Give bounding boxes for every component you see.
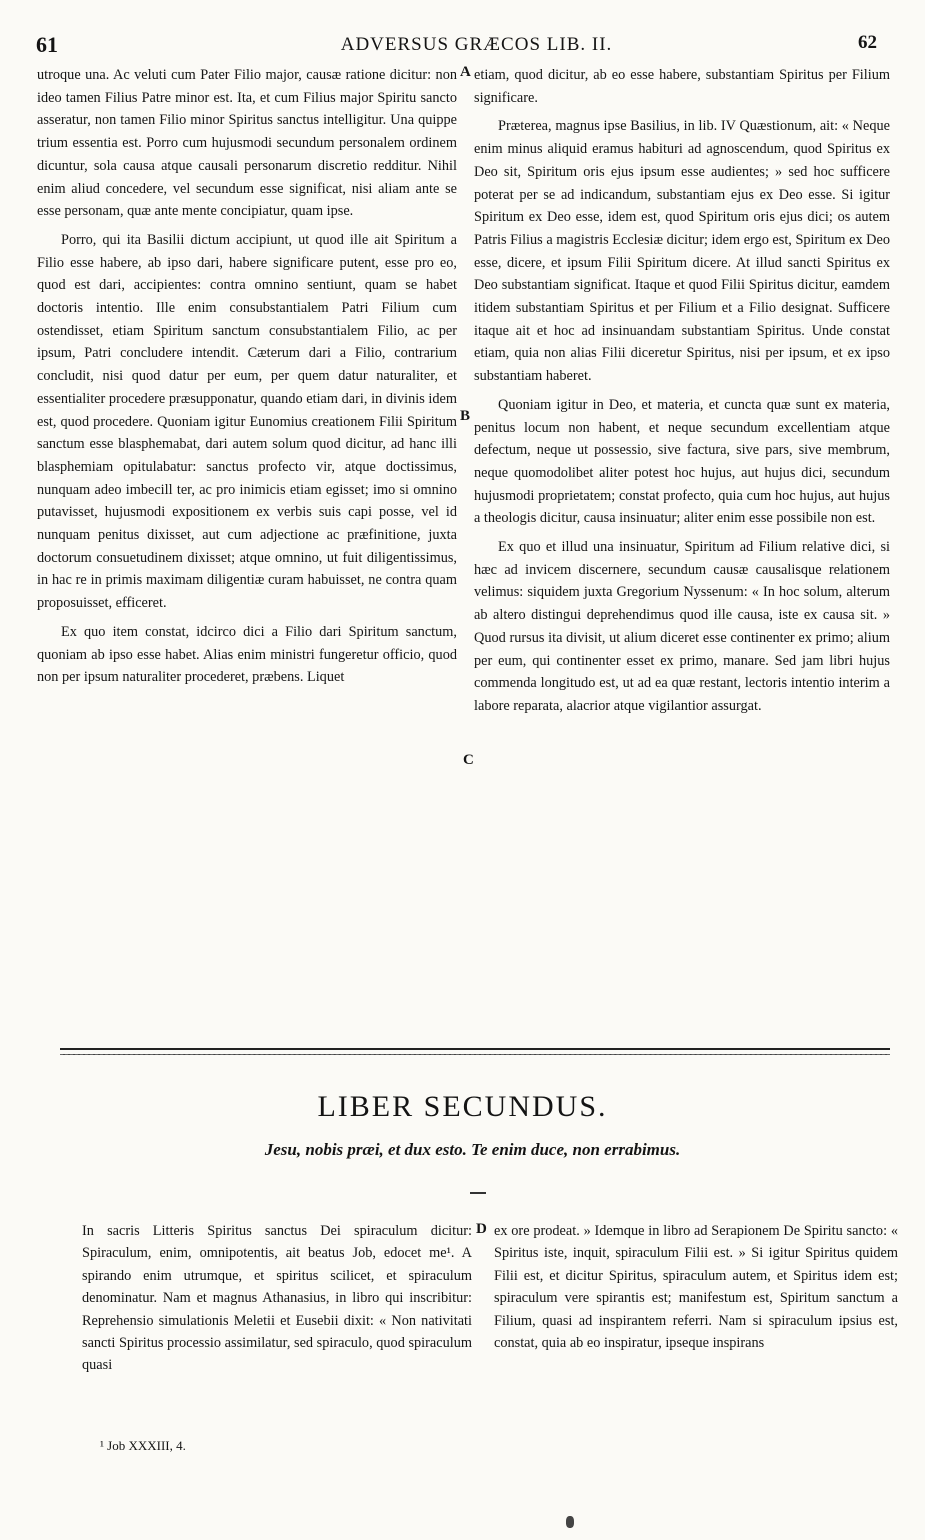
margin-marker-d: D: [476, 1221, 487, 1237]
left-column: [37, 64, 457, 689]
book-title: LIBER SECUNDUS.: [317, 1090, 608, 1123]
paragraph: Præterea, magnus ipse Basilius, in lib. IV Quæstionum, ait: « Neque enim minus aliquid eramus habituri ad agnoscendum, quod Spiritus ex Deo sit, Spiritum oris ejus ipsum esse audientes; » sed hoc sufficere poterat per se ad indicandum, substantiam ejus ex Deo esse. Si igitur Spiritum ex Deo esse, idem est, quod Spiritum oris ejus dici; os autem Patris Filius a magistris Ecclesiæ dicitur; idem ergo est, Spiritum ex Deo esse, dicere, et ipsum Filii Spiritum dicere. At illud sancti Spiritus ex Deo substantiam significat. Itaque et quod Filii Spiritus dicitur, eamdem itidem substantiam Spiritus et per Filium et a Filio designat. Sufficere itaque ait et hoc ad insinuandam substantiam Spiritus. Unde constat etiam, quia non alias Filii diceretur Spiritus, nisi per ipsum, et ex ipso substantiam haberet.: [474, 118, 890, 385]
page-number-right: 62: [858, 32, 877, 53]
paragraph: utroque una. Ac veluti cum Pater Filio major, causæ ratione dicitur: non ideo tamen Filius Patre minor est. Ita, et cum Filius major Spiritu sancto asseratur, non tamen Filio minor Spiritus sanctus intelligitur. Una quippe trium essentia est. Porro cum hujusmodi secundum personalem ordinem dicuntur, sola causa atque causali personarum discretio redditur. Nihil enim aliud concedere, vel secundum esse significat, nisi aliam ante se esse personam, quæ ante mente concipiatur, quam ipse.: [37, 67, 457, 220]
short-divider: [470, 1192, 486, 1194]
paragraph: etiam, quod dicitur, ab eo esse habere, substantiam Spiritus per Filium significare.: [474, 67, 890, 106]
bottom-left-column: [82, 1220, 472, 1377]
paragraph: Quoniam igitur in Deo, et materia, et cuncta quæ sunt ex materia, penitus locum non habent, et neque secundum excellentiam atque defectum, neque ut possessio, sive factura, sive pars, sive membrum, neque quomodolibet aliter potest hoc hujus, aut hujus dici, secundum hujusmodi proprietatem; constat profecto, quia cum hoc hujus, aut hujus a theologis dicitur, causa insinuatur; aliter enim esse possibile non est.: [474, 396, 890, 527]
page-number-left: 61: [36, 32, 58, 57]
ink-speck: [566, 1516, 574, 1528]
right-column: [474, 64, 890, 718]
footnote: ¹ Job XXXIII, 4.: [100, 1438, 186, 1453]
motto: Jesu, nobis præi, et dux esto. Te enim duce, non errabimus.: [264, 1140, 681, 1159]
paragraph: In sacris Litteris Spiritus sanctus Dei spiraculum dicitur: Spiraculum, enim, omnipotentis, ait beatus Job, edocet me¹. A spirando enim utrumque, et spiritus scilicet, et spiraculum denominatur. Nam et magnus Athanasius, in libro qui inscribitur: Reprehensio simulationis Meletii et Eusebii dixit: « Non nativitati sancti Spiritus processio assimilatur, sed spiraculo, quod spiraculum quasi: [82, 1223, 472, 1374]
margin-marker-b: B: [460, 408, 471, 424]
running-title: ADVERSUS GRÆCOS LIB. II.: [340, 34, 613, 55]
paragraph: Porro, qui ita Basilii dictum accipiunt, ut quod ille ait Spiritum a Filio esse habere, ab ipso dari, habere significare putent, esse pro eo, quod est dari, accipientes: contra omnino sentiunt, quam se habet doctoris intentio. Ille enim consubstantialem Patri Filium cum ostendisset, etiam Spiritum sanctum consubstantialem Filio, ac per ipsum, Patri concludere intendit. Cæterum dari a Filio, contrarium concludit, nisi quod datur per eum, per quem datur naturaliter, et essentialiter procedere præsupponatur, quando etiam dari, in divinis idem est, quod procedere. Quoniam igitur Eunomius creationem Filii Spiritum sanctum esse blasphemabat, dari autem solum quod dicitur, ad hanc illi blasphemiam opitulabatur: sanctus profecto vir, atque doctissimus, nunquam adeo imbecill ter, ac pro inimicis etiam egisset; imo si omnino putavisset, hujusmodi expositionem ex verbis suis capi posse, vel id nunquam penitus dixisset, aut cum adjectione ac præfinitione, juxta doctorum consuetudinem dixisset; atque omnino, ut fuit diligentissimus, in hac re in primis maximam diligentiæ curam habuisset, ne contra quam proposuisset, efficeret.: [37, 231, 457, 612]
margin-marker-c: C: [463, 752, 474, 768]
paragraph: ex ore prodeat. » Idemque in libro ad Serapionem De Spiritu sancto: « Spiritus iste, inquit, spiraculum Filii est. » Si igitur Spiritus quidem Filii est, et dicitur Spiritus, spiraculum autem, et Spiritus idem est; spiraculum vere spirantis est; manifestum est, Spiritum sanctum a Filium, quasi ad inspirantem referri. Nam si spiraculum ipsius est, constat, quia ab eo inspiratur, ipseque inspirans: [494, 1223, 898, 1352]
page-header: [36, 32, 877, 56]
paragraph: Ex quo et illud una insinuatur, Spiritum ad Filium relative dici, si hæc ad invicem discernere, secundum causæ causalisque relationem velimus: siquidem juxta Gregorium Nyssenum: « In hoc solum, alterum ab altero distingui deprehendimus quod ille causa, iste ex causa sit. » Quod rursus ita divisit, ut alium diceret esse continenter ex primo; alium per eum, qui continenter esset ex primo, manare. Sed jam libri hujus commenda longitudo est, ut ad ea quæ restant, lectoris intentio interim a labore reparata, alacrior atque vigilantior assurgat.: [474, 539, 890, 714]
margin-marker-a: A: [460, 64, 471, 80]
paragraph: Ex quo item constat, idcirco dici a Filio dari Spiritum sanctum, quoniam ab ipso esse habet. Alias enim ministri fungeretur officio, quod non per ipsum naturaliter procederet, præbens. Liquet: [37, 623, 457, 686]
bottom-right-column: [494, 1220, 898, 1354]
section-divider-dashed: [60, 1054, 890, 1055]
